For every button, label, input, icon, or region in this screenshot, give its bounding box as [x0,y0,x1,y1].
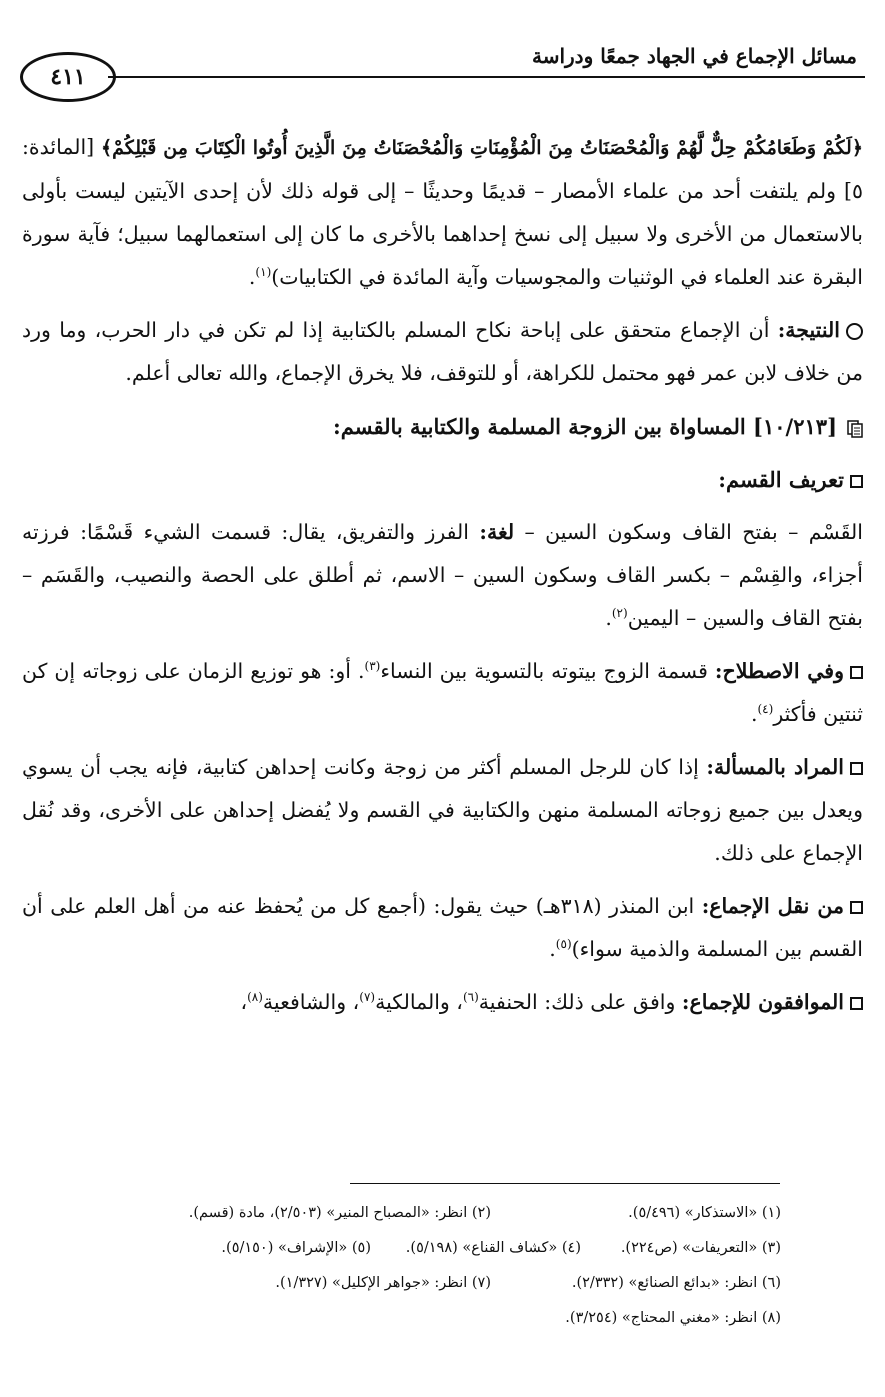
paragraph-murad: المراد بالمسألة: إذا كان للرجل المسلم أكثر من زوجة وكانت إحداهن كتابية، فإنه يجب أن يسوي ويعدل بين جميع زوجاته المسلمة منهن والكتابية في القسم ولا يُفضل إحداهن على الأخرى، وقد نُقل الإجماع على ذلك. [22,755,863,865]
footnote-2: (٢) انظر: «المصباح المنير» (٢/٥٠٣)، مادة (قسم). [188,1205,491,1221]
footnote-ref: (١) [255,265,272,280]
footnote-separator [350,1183,780,1184]
square-bullet-icon [850,762,863,775]
paragraph-naql: من نقل الإجماع: ابن المنذر (٣١٨هـ) حيث يقول: (أجمع كل من يُحفظ عنه من أهل العلم على أن القسم بين المسلمة والذمية سواء)$^{(٥)}$. [22,894,863,961]
issue-heading-text: [١٠/٢١٣] المساواة بين الزوجة المسلمة والكتابية بالقسم: [332,414,837,439]
header-rule [108,76,865,78]
naql-label: من نقل الإجماع: [701,894,844,918]
footnotes [20,1196,781,1336]
footnote-row [20,1231,781,1266]
quran-verse: ﴿لَكُمْ وَطَعَامُكُمْ حِلٌّ لَّهُمْ وَالْمُحْصَنَاتُ مِنَ الْمُؤْمِنَاتِ وَالْمُحْصَنَاتُ مِنَ الَّذِينَ أُوتُوا الْكِتَابَ مِن قَبْلِكُمْ﴾ [100,137,863,159]
paragraph-muwafiqun: الموافقون للإجماع: وافق على ذلك: الحنفية$^{(٦)}$، والمالكية$^{(٧)}$، والشافعية$^{(٨)}$، [22,981,863,1024]
footnote-3: (٣) «التعريفات» (ص٢٢٤). [620,1240,781,1256]
result-label: النتيجة: [777,318,840,342]
footnote-1: (١) «الاستذكار» (٥/٤٩٦). [628,1205,781,1221]
footnote-row [20,1301,781,1336]
main-text [22,126,863,1034]
istilah-label: وفي الاصطلاح: [714,659,844,683]
paragraph-quran-continuation: ﴿لَكُمْ وَطَعَامُكُمْ حِلٌّ لَّهُمْ وَالْمُحْصَنَاتُ مِنَ الْمُؤْمِنَاتِ وَالْمُحْصَنَاتُ مِنَ الَّذِينَ أُوتُوا الْكِتَابَ مِن قَبْلِكُمْ﴾ [المائدة: ٥] ولم يلتفت أحد من علماء الأمصار – قديمًا وحديثًا – إلى قوله ذلك لأن إحدى الآيتين ليست بأولى بالاستعمال من الأخرى ولا سبيل إلى نسخ إحداهما بالأخرى ما كان إلى استعمالهما سبيل؛ فآية سورة البقرة عند العلماء في الوثنيات والمجوسيات وآية المائدة في الكتابيات)$^{(١)}$. [22,135,863,289]
footnote-6: (٦) انظر: «بدائع الصنائع» (٢/٣٣٢). [571,1275,781,1291]
result-text: أن الإجماع متحقق على إباحة نكاح المسلم بالكتابية إذا لم تكن في دار الحرب، وما ورد من خلاف لابن عمر فهو محتمل للكراهة، أو للتوقف، فلا يخرق الإجماع، والله تعالى أعلم. [22,318,863,385]
square-bullet-icon [850,997,863,1010]
document-icon [847,420,863,438]
footnote-ref: (٥) [555,937,572,952]
footnote-8: (٨) انظر: «مغني المحتاج» (٣/٢٥٤). [565,1310,781,1326]
issue-heading [22,405,863,448]
footnote-4: (٤) «كشاف القناع» (٥/١٩٨). [405,1240,581,1256]
square-bullet-icon [850,901,863,914]
footnote-row [20,1196,781,1231]
footnote-7: (٧) انظر: «جواهر الإكليل» (١/٣٢٧). [275,1275,491,1291]
footnote-ref: (٢) [611,606,628,621]
paragraph-result [22,309,863,395]
verse-reference: [المائدة: ٥] [22,135,863,203]
footnote-ref: (٨) [247,990,263,1005]
circle-bullet-icon [846,323,863,340]
square-bullet-icon [850,475,863,488]
paragraph-istilah: وفي الاصطلاح: قسمة الزوج بيتوته بالتسوية بين النساء$^{(٣)}$. أو: هو توزيع الزمان على زوجاته إن كن ثنتين فأكثر$^{(٤)}$. [22,659,863,726]
footnote-ref: (٤) [757,702,774,717]
paragraph-text: ولم يلتفت أحد من علماء الأمصار – قديمًا وحديثًا – إلى قوله ذلك لأن إحدى الآيتين ليست بأولى بالاستعمال من الأخرى ولا سبيل إلى نسخ إحداهما بالأخرى ما كان إلى استعمالهما سبيل؛ فآية سورة البقرة عند العلماء في الوثنيات والمجوسيات وآية المائدة في الكتابيات) [22,179,863,289]
footnote-row [20,1266,781,1301]
murad-label: المراد بالمسألة: [706,755,844,779]
footnote-ref: (٧) [359,990,376,1005]
page-number-badge [20,52,116,102]
square-bullet-icon [850,666,863,679]
muwafiqun-label: الموافقون للإجماع: [681,990,844,1014]
definition-heading: تعريف القسم: [22,458,863,501]
footnote-ref: (٣) [364,659,381,674]
running-header-title: مسائل الإجماع في الجهاد جمعًا ودراسة [531,44,857,68]
footnote-ref: (٦) [462,990,479,1005]
paragraph-definition: القَسْم – بفتح القاف وسكون السين – لغة: الفرز والتفريق، يقال: قسمت الشيء قَسْمًا: فرزته أجزاء، والقِسْم – بكسر القاف وسكون السين – الاسم، ثم أطلق على الحصة والنصيب، والقَسَم – بفتح القاف والسين – اليمين$^{(٢)}$. [22,520,863,630]
footnote-5: (٥) «الإشراف» (٥/١٥٠). [221,1240,371,1256]
lugha-label: لغة: [479,520,515,544]
page-number: ٤١١ [50,64,86,90]
